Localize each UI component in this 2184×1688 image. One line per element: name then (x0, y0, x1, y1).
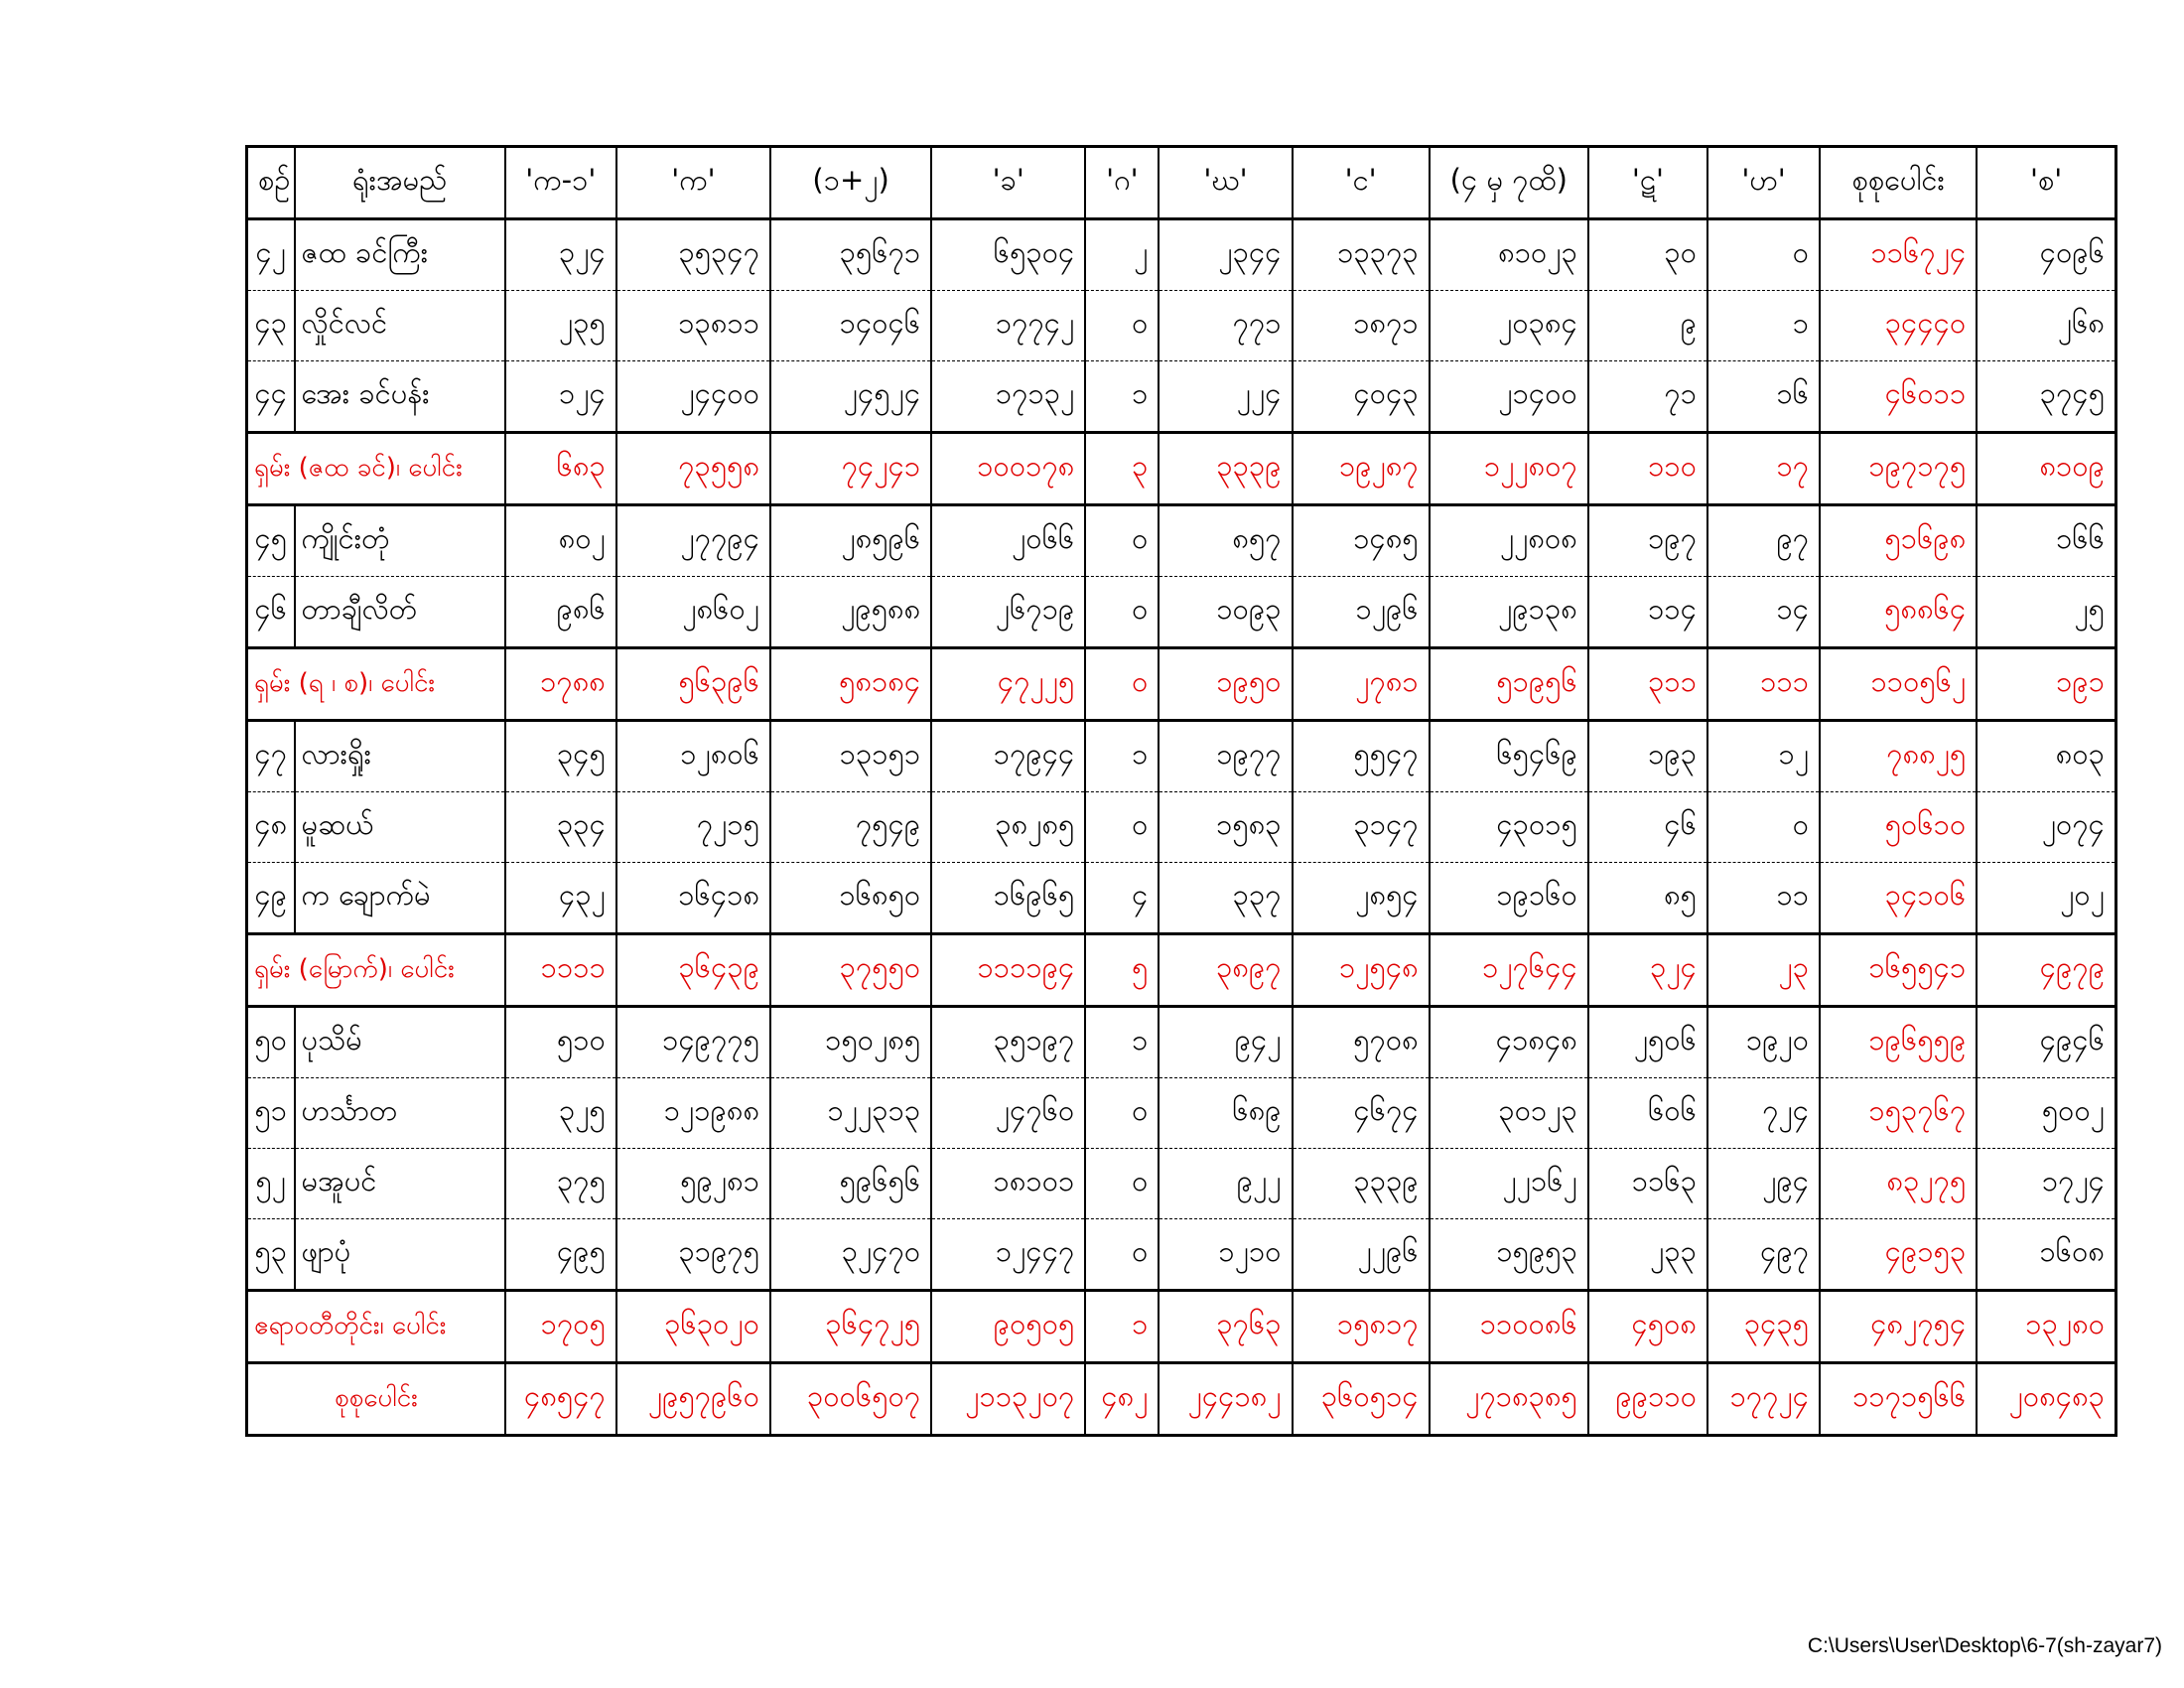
value-cell: ၃၁၄၇ (1293, 792, 1430, 863)
value-cell: ၁၂၉၆ (1293, 577, 1430, 648)
value-cell: ၇၂၁၅ (616, 792, 770, 863)
subtotal-row (247, 1291, 2116, 1363)
subtotal-row (247, 934, 2116, 1007)
value-cell: ၁၇၈၈ (505, 648, 616, 721)
value-cell: ၄၀၄၃ (1293, 361, 1430, 433)
value-cell: ၂၈၅၉၆ (770, 505, 931, 577)
value-cell: ၃၂၄၇၀ (770, 1219, 931, 1291)
value-cell: ၁ (1085, 361, 1159, 433)
value-cell: ၃၃၄ (505, 792, 616, 863)
value-cell: ၉၇ (1707, 505, 1820, 577)
value-cell: ၇၇၁ (1159, 291, 1292, 361)
value-cell: ၂၄၅၂၄ (770, 361, 931, 433)
value-cell: ၃၆၄၃၉ (616, 934, 770, 1007)
value-cell: ၁၈၁၀၁ (931, 1149, 1085, 1219)
value-cell: ၅၁၆၉၈ (1820, 505, 1977, 577)
office-name-cell: လှိုင်လင် (295, 291, 505, 361)
value-cell: ၅၁၀ (505, 1007, 616, 1078)
value-cell: ၁၄ (1707, 577, 1820, 648)
serial-cell: ၅၀ (247, 1007, 295, 1078)
value-cell: ၃၅၃၄၇ (616, 219, 770, 291)
value-cell: ၃၂၄ (1588, 934, 1707, 1007)
value-cell: ၁၉၆၅၅၉ (1820, 1007, 1977, 1078)
value-cell: ၁၁၇၁၅၆၆ (1820, 1363, 1977, 1436)
value-cell: ၅၇၀၈ (1293, 1007, 1430, 1078)
value-cell: ၁၇၂၄ (1977, 1149, 2116, 1219)
header-row (247, 147, 2116, 219)
value-cell: ၅ (1085, 934, 1159, 1007)
serial-cell: ၄၇ (247, 721, 295, 792)
value-cell: ၁၅၃၇၆၇ (1820, 1078, 1977, 1149)
value-cell: ၁၄၈၅ (1293, 505, 1430, 577)
value-cell: ၂၀၇၄ (1977, 792, 2116, 863)
value-cell: ၃၆၀၅၁၄ (1293, 1363, 1430, 1436)
value-cell: ၁၅၈၁၇ (1293, 1291, 1430, 1363)
value-cell: ၁၉၇၇ (1159, 721, 1292, 792)
value-cell: ၁၈၇၁ (1293, 291, 1430, 361)
value-cell: ၃၇၅၅၀ (770, 934, 931, 1007)
value-cell: ၄၀၉၆ (1977, 219, 2116, 291)
value-cell: ၁၅၈၃ (1159, 792, 1292, 863)
grand-total-row (247, 1363, 2116, 1436)
header-col-ha: 'ဟ' (1707, 147, 1820, 219)
value-cell: ၂၉၅၇၉၆၀ (616, 1363, 770, 1436)
header-office-name: ရုံးအမည် (295, 147, 505, 219)
header-col-sa: 'စ' (1977, 147, 2116, 219)
value-cell: ၁၇၇၄၂ (931, 291, 1085, 361)
value-cell: ၃ (1085, 433, 1159, 505)
value-cell: ၃၆၃၀၂၀ (616, 1291, 770, 1363)
subtotal-row (247, 648, 2116, 721)
header-col-ka: 'က' (616, 147, 770, 219)
value-cell: ၁၃၁၅၁ (770, 721, 931, 792)
value-cell: ၄၃၀၁၅ (1430, 792, 1588, 863)
value-cell: ၇၂၄ (1707, 1078, 1820, 1149)
office-name-cell: အေး ခင်ပန်း (295, 361, 505, 433)
value-cell: ၃၇၆၃ (1159, 1291, 1292, 1363)
serial-cell: ၄၆ (247, 577, 295, 648)
value-cell: ၄၉၁၅၃ (1820, 1219, 1977, 1291)
data-table (245, 145, 2117, 1437)
value-cell: ၁၀၉၃ (1159, 577, 1292, 648)
subtotal-label: ရှမ်း (မြောက်)၊ ပေါင်း (247, 934, 505, 1007)
subtotal-label: ဧရာဝတီတိုင်း၊ ပေါင်း (247, 1291, 505, 1363)
value-cell: ၁ (1085, 1291, 1159, 1363)
value-cell: ၅၁၉၅၆ (1430, 648, 1588, 721)
value-cell: ၀ (1085, 1149, 1159, 1219)
value-cell: ၁၁၄ (1588, 577, 1707, 648)
header-col-ga: 'ဂ' (1085, 147, 1159, 219)
value-cell: ၂၀၃၈၄ (1430, 291, 1588, 361)
header-col-gha: 'ဃ' (1159, 147, 1292, 219)
subtotal-label: ရှမ်း (ဇထ ခင်)၊ ပေါင်း (247, 433, 505, 505)
value-cell: ၉၂၂ (1159, 1149, 1292, 1219)
value-cell: ၂၁၁၃၂၀၇ (931, 1363, 1085, 1436)
value-cell: ၂၇၇၉၄ (616, 505, 770, 577)
value-cell: ၁၇၉၄၄ (931, 721, 1085, 792)
value-cell: ၂၂၈၀၈ (1430, 505, 1588, 577)
value-cell: ၈၁၀၉ (1977, 433, 2116, 505)
value-cell: ၃၀၀၆၅၀၇ (770, 1363, 931, 1436)
value-cell: ၅၈၈၆၄ (1820, 577, 1977, 648)
value-cell: ၁၃၃၇၃ (1293, 219, 1430, 291)
value-cell: ၁၆၉၆၅ (931, 863, 1085, 934)
value-cell: ၁၆၆ (1977, 505, 2116, 577)
table-row (247, 577, 2116, 648)
value-cell: ၂၆၈ (1977, 291, 2116, 361)
header-col-1-plus-2: (၁+၂) (770, 147, 931, 219)
value-cell: ၃၂၅ (505, 1078, 616, 1149)
office-name-cell: ဟင်္သာတ (295, 1078, 505, 1149)
value-cell: ၄၆ (1588, 792, 1707, 863)
value-cell: ၂၂၁၆၂ (1430, 1149, 1588, 1219)
office-name-cell: တာချီလိတ် (295, 577, 505, 648)
value-cell: ၆၈၃ (505, 433, 616, 505)
value-cell: ၁၆၅၅၄၁ (1820, 934, 1977, 1007)
header-col-kha: 'ခ' (931, 147, 1085, 219)
value-cell: ၄၉၄၆ (1977, 1007, 2116, 1078)
value-cell: ၆၅၄၆၉ (1430, 721, 1588, 792)
value-cell: ၇၃၅၅၈ (616, 433, 770, 505)
value-cell: ၄၃၂ (505, 863, 616, 934)
value-cell: ၅၅၄၇ (1293, 721, 1430, 792)
value-cell: ၂၉၅၈၈ (770, 577, 931, 648)
value-cell: ၃၅၆၇၁ (770, 219, 931, 291)
value-cell: ၁၂ (1707, 721, 1820, 792)
value-cell: ၀ (1085, 577, 1159, 648)
value-cell: ၂၀၂ (1977, 863, 2116, 934)
value-cell: ၃၀ (1588, 219, 1707, 291)
value-cell: ၁၅၀၂၈၅ (770, 1007, 931, 1078)
serial-cell: ၅၃ (247, 1219, 295, 1291)
value-cell: ၁၉၇၁၇၅ (1820, 433, 1977, 505)
office-name-cell: လားရှိုး (295, 721, 505, 792)
serial-cell: ၄၂ (247, 219, 295, 291)
value-cell: ၄၉၇၉ (1977, 934, 2116, 1007)
value-cell: ၁၇၇၂၄ (1707, 1363, 1820, 1436)
value-cell: ၂၁၄၀၀ (1430, 361, 1588, 433)
serial-cell: ၄၃ (247, 291, 295, 361)
value-cell: ၂၂၄ (1159, 361, 1292, 433)
value-cell: ၃၀၁၂၃ (1430, 1078, 1588, 1149)
value-cell: ၁၂၄၄၇ (931, 1219, 1085, 1291)
value-cell: ၄၉၅ (505, 1219, 616, 1291)
table-row (247, 1078, 2116, 1149)
value-cell: ၀ (1085, 648, 1159, 721)
serial-cell: ၄၉ (247, 863, 295, 934)
value-cell: ၀ (1085, 1078, 1159, 1149)
value-cell: ၉ (1588, 291, 1707, 361)
value-cell: ၁၄၉၇၇၅ (616, 1007, 770, 1078)
subtotal-label: ရှမ်း (ရ ၊ စ)၊ ပေါင်း (247, 648, 505, 721)
value-cell: ၃၄၅ (505, 721, 616, 792)
value-cell: ၁ (1707, 291, 1820, 361)
value-cell: ၁၁၆၃ (1588, 1149, 1707, 1219)
serial-cell: ၅၂ (247, 1149, 295, 1219)
value-cell: ၄၈၂ (1085, 1363, 1159, 1436)
value-cell: ၂၆၇၁၉ (931, 577, 1085, 648)
value-cell: ၉၄၂ (1159, 1007, 1292, 1078)
value-cell: ၆၈၉ (1159, 1078, 1292, 1149)
value-cell: ၀ (1707, 219, 1820, 291)
value-cell: ၁၂၂၈၀၇ (1430, 433, 1588, 505)
value-cell: ၃၆၄၇၂၅ (770, 1291, 931, 1363)
value-cell: ၂၅ (1977, 577, 2116, 648)
value-cell: ၅၉၂၈၁ (616, 1149, 770, 1219)
value-cell: ၁၃၂၈၀ (1977, 1291, 2116, 1363)
value-cell: ၁၆၄၁၈ (616, 863, 770, 934)
value-cell: ၁၇ (1707, 433, 1820, 505)
value-cell: ၁၉၇ (1588, 505, 1707, 577)
value-cell: ၁၇၁၃၂ (931, 361, 1085, 433)
value-cell: ၂၉၄ (1707, 1149, 1820, 1219)
serial-cell: ၄၄ (247, 361, 295, 433)
value-cell: ၀ (1707, 792, 1820, 863)
serial-cell: ၄၈ (247, 792, 295, 863)
value-cell: ၂၇၁၈၃၈၅ (1430, 1363, 1588, 1436)
value-cell: ၁၂၄ (505, 361, 616, 433)
grand-total-label: စုစုပေါင်း (247, 1363, 505, 1436)
serial-cell: ၄၅ (247, 505, 295, 577)
value-cell: ၃၇၄၅ (1977, 361, 2116, 433)
value-cell: ၃၁၉၇၅ (616, 1219, 770, 1291)
value-cell: ၁၉၃ (1588, 721, 1707, 792)
table-body (247, 219, 2116, 1436)
value-cell: ၁၉၂၈၇ (1293, 433, 1430, 505)
value-cell: ၄၁၈၄၈ (1430, 1007, 1588, 1078)
value-cell: ၅၉၆၅၆ (770, 1149, 931, 1219)
value-cell: ၇၁ (1588, 361, 1707, 433)
header-serial: စဉ် (247, 147, 295, 219)
value-cell: ၃၁၁ (1588, 648, 1707, 721)
header-col-ka1: 'က-၁' (505, 147, 616, 219)
serial-cell: ၅၁ (247, 1078, 295, 1149)
header-col-nga: 'င' (1293, 147, 1430, 219)
value-cell: ၁၁၀ (1588, 433, 1707, 505)
value-cell: ၂၂၉၆ (1293, 1219, 1430, 1291)
value-cell: ၁၂၁၉၈၈ (616, 1078, 770, 1149)
value-cell: ၅၀၆၁၀ (1820, 792, 1977, 863)
value-cell: ၁ (1085, 1007, 1159, 1078)
header-col-total: စုစုပေါင်း (1820, 147, 1977, 219)
header-col-4-to-7: (၄ မှ ၇ထိ) (1430, 147, 1588, 219)
value-cell: ၃၃၃၉ (1293, 1149, 1430, 1219)
value-cell: ၁ (1085, 721, 1159, 792)
value-cell: ၀ (1085, 291, 1159, 361)
value-cell: ၂၄၄၀၀ (616, 361, 770, 433)
value-cell: ၁၃၈၁၁ (616, 291, 770, 361)
value-cell: ၁၉၅၀ (1159, 648, 1292, 721)
value-cell: ၃၄၁၀၆ (1820, 863, 1977, 934)
value-cell: ၄၅၀၈ (1588, 1291, 1707, 1363)
value-cell: ၃၃၇ (1159, 863, 1292, 934)
value-cell: ၁၀၀၁၇၈ (931, 433, 1085, 505)
value-cell: ၁၁၁ (1707, 648, 1820, 721)
subtotal-row (247, 433, 2116, 505)
value-cell: ၃၅၁၉၇ (931, 1007, 1085, 1078)
value-cell: ၀ (1085, 792, 1159, 863)
table-row (247, 792, 2116, 863)
value-cell: ၂၄၇၆၀ (931, 1078, 1085, 1149)
value-cell: ၄၈၂၇၅၄ (1820, 1291, 1977, 1363)
value-cell: ၄၇၂၂၅ (931, 648, 1085, 721)
value-cell: ၁၁၀၀၈၆ (1430, 1291, 1588, 1363)
value-cell: ၇၄၂၄၁ (770, 433, 931, 505)
value-cell: ၁၅၉၅၃ (1430, 1219, 1588, 1291)
value-cell: ၂ (1085, 219, 1159, 291)
value-cell: ၄၆၇၄ (1293, 1078, 1430, 1149)
file-path-footer: C:\Users\User\Desktop\6-7(sh-zayar7) (1807, 1634, 2162, 1657)
value-cell: ၄၆၀၁၁ (1820, 361, 1977, 433)
value-cell: ၁၁၁၁ (505, 934, 616, 1007)
value-cell: ၀ (1085, 1219, 1159, 1291)
value-cell: ၂၇၈၁ (1293, 648, 1430, 721)
table-row (247, 721, 2116, 792)
office-name-cell: ကျိုင်းတုံ (295, 505, 505, 577)
value-cell: ၁၂၂၃၁၃ (770, 1078, 931, 1149)
value-cell: ၄၈၅၄၇ (505, 1363, 616, 1436)
value-cell: ၁၆၀၈ (1977, 1219, 2116, 1291)
table-row (247, 1149, 2116, 1219)
value-cell: ၃၈၂၈၅ (931, 792, 1085, 863)
value-cell: ၃၂၄ (505, 219, 616, 291)
table-row (247, 505, 2116, 577)
office-name-cell: မူဆယ် (295, 792, 505, 863)
value-cell: ၁၂၇၆၄၄ (1430, 934, 1588, 1007)
value-cell: ၃၇၅ (505, 1149, 616, 1219)
value-cell: ၂၄၄၁၈၂ (1159, 1363, 1292, 1436)
value-cell: ၁၁၁၁၉၄ (931, 934, 1085, 1007)
value-cell: ၂၃၄၄ (1159, 219, 1292, 291)
office-name-cell: ဇထ ခင်ကြီး (295, 219, 505, 291)
office-name-cell: က ချောက်မဲ (295, 863, 505, 934)
value-cell: ၃၄၃၅ (1707, 1291, 1820, 1363)
value-cell: ၁၁၆၇၂၄ (1820, 219, 1977, 291)
value-cell: ၈၁၀၂၃ (1430, 219, 1588, 291)
value-cell: ၈၅ (1588, 863, 1707, 934)
table-row (247, 361, 2116, 433)
value-cell: ၃၈၉၇ (1159, 934, 1292, 1007)
value-cell: ၁၉၁၆၀ (1430, 863, 1588, 934)
value-cell: ၁၂၈၀၆ (616, 721, 770, 792)
value-cell: ၂၀၈၄၈၃ (1977, 1363, 2116, 1436)
value-cell: ၇၈၈၂၅ (1820, 721, 1977, 792)
value-cell: ၆၅၃၀၄ (931, 219, 1085, 291)
value-cell: ၈၀၃ (1977, 721, 2116, 792)
value-cell: ၁၂၁၀ (1159, 1219, 1292, 1291)
value-cell: ၂၈၅၄ (1293, 863, 1430, 934)
value-cell: ၂၃ (1707, 934, 1820, 1007)
value-cell: ၂၅၀၆ (1588, 1007, 1707, 1078)
value-cell: ၃၄၄၄၀ (1820, 291, 1977, 361)
value-cell: ၂၃၅ (505, 291, 616, 361)
value-cell: ၄၉၇ (1707, 1219, 1820, 1291)
value-cell: ၁၆၈၅၀ (770, 863, 931, 934)
value-cell: ၈၅၇ (1159, 505, 1292, 577)
value-cell: ၁၆ (1707, 361, 1820, 433)
value-cell: ၂၃၃ (1588, 1219, 1707, 1291)
table-row (247, 291, 2116, 361)
value-cell: ၅၈၁၈၄ (770, 648, 931, 721)
header-col-tta: 'ဋ' (1588, 147, 1707, 219)
value-cell: ၉၀၅၀၅ (931, 1291, 1085, 1363)
office-name-cell: မအူပင် (295, 1149, 505, 1219)
value-cell: ၃၃၃၉ (1159, 433, 1292, 505)
value-cell: ၁၂၅၄၈ (1293, 934, 1430, 1007)
value-cell: ၂၀၆၆ (931, 505, 1085, 577)
value-cell: ၁၉၁ (1977, 648, 2116, 721)
office-name-cell: ဖျာပုံ (295, 1219, 505, 1291)
office-name-cell: ပုသိမ် (295, 1007, 505, 1078)
value-cell: ၂၉၁၃၈ (1430, 577, 1588, 648)
value-cell: ၉၈၆ (505, 577, 616, 648)
value-cell: ၁၁၀၅၆၂ (1820, 648, 1977, 721)
table-row (247, 1007, 2116, 1078)
value-cell: ၂၈၆၀၂ (616, 577, 770, 648)
value-cell: ၆၀၆ (1588, 1078, 1707, 1149)
value-cell: ၁၇၀၅ (505, 1291, 616, 1363)
value-cell: ၅၀၀၂ (1977, 1078, 2116, 1149)
table-row (247, 219, 2116, 291)
table-row (247, 863, 2116, 934)
value-cell: ၇၅၄၉ (770, 792, 931, 863)
value-cell: ၀ (1085, 505, 1159, 577)
value-cell: ၉၉၁၁၀ (1588, 1363, 1707, 1436)
value-cell: ၈၃၂၇၅ (1820, 1149, 1977, 1219)
value-cell: ၁၄၀၄၆ (770, 291, 931, 361)
value-cell: ၄ (1085, 863, 1159, 934)
value-cell: ၅၆၃၉၆ (616, 648, 770, 721)
value-cell: ၁၁ (1707, 863, 1820, 934)
value-cell: ၁၉၂၀ (1707, 1007, 1820, 1078)
value-cell: ၈၀၂ (505, 505, 616, 577)
table-row (247, 1219, 2116, 1291)
